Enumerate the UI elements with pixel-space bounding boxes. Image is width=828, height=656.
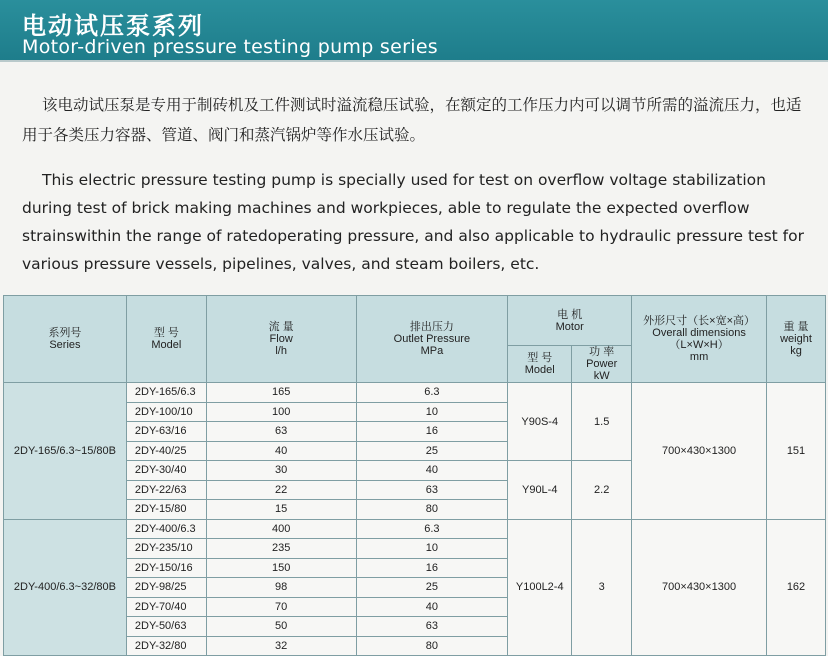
model-cell: 2DY-70/40 [126,597,206,617]
flow-cell: 400 [206,519,356,539]
model-cell: 2DY-63/16 [126,422,206,442]
header-overall-dimensions: 外形尺寸（长×宽×高） Overall dimensions （L×W×H） mm [632,296,767,383]
header-motor-model: 型 号 Model [508,346,572,383]
pressure-cell: 25 [356,441,508,461]
pressure-cell: 63 [356,480,508,500]
series-cell: 2DY-165/6.3~15/80B [4,383,127,520]
model-cell: 2DY-98/25 [126,578,206,598]
model-cell: 2DY-30/40 [126,461,206,481]
flow-cell: 235 [206,539,356,559]
pressure-cell: 6.3 [356,519,508,539]
page-title-en: Motor-driven pressure testing pump series [22,36,439,58]
pressure-cell: 16 [356,422,508,442]
flow-cell: 50 [206,617,356,637]
pressure-cell: 40 [356,597,508,617]
flow-cell: 150 [206,558,356,578]
pressure-cell: 25 [356,578,508,598]
motor-model-cell: Y90L-4 [508,461,572,520]
model-cell: 2DY-50/63 [126,617,206,637]
pressure-cell: 10 [356,539,508,559]
motor-power-cell: 2.2 [572,461,632,520]
flow-cell: 32 [206,636,356,656]
motor-model-cell: Y90S-4 [508,383,572,461]
flow-cell: 30 [206,461,356,481]
spec-table-body [4,383,826,656]
flow-cell: 70 [206,597,356,617]
pressure-cell: 80 [356,500,508,520]
pressure-cell: 80 [356,636,508,656]
dimensions-cell: 700×430×1300 [632,519,767,656]
model-cell: 2DY-400/6.3 [126,519,206,539]
weight-cell: 162 [767,519,826,656]
header-weight: 重 量 weight kg [767,296,826,383]
header-divider [0,60,828,62]
flow-cell: 98 [206,578,356,598]
motor-model-cell: Y100L2-4 [508,519,572,656]
header-outlet-pressure: 排出压力 Outlet Pressure MPa [356,296,508,383]
pressure-cell: 10 [356,402,508,422]
spec-table [3,295,826,656]
intro-paragraph-en: This electric pressure testing pump is specially used for test on overflow voltage stabilization during test of brick making machines and workpieces, able to regulate the expected overflow strainswithin the range of ratedoperating pressure, and also applicable to hydraulic pressure test for various pressure vessels, pipelines, valves, and steam boilers, etc. [22,171,804,273]
page-title-cn: 电动试压泵系列 [22,12,204,40]
header-motor-power: 功 率 Power kW [572,346,632,383]
header-series: 系列号 Series [4,296,127,383]
flow-cell: 63 [206,422,356,442]
flow-cell: 15 [206,500,356,520]
weight-cell: 151 [767,383,826,520]
header-model: 型 号 Model [126,296,206,383]
dimensions-cell: 700×430×1300 [632,383,767,520]
motor-power-cell: 3 [572,519,632,656]
header-banner [0,0,828,60]
model-cell: 2DY-100/10 [126,402,206,422]
table-row [4,383,826,403]
flow-cell: 100 [206,402,356,422]
model-cell: 2DY-22/63 [126,480,206,500]
pressure-cell: 16 [356,558,508,578]
model-cell: 2DY-15/80 [126,500,206,520]
model-cell: 2DY-165/6.3 [126,383,206,403]
flow-cell: 165 [206,383,356,403]
model-cell: 2DY-150/16 [126,558,206,578]
model-cell: 2DY-235/10 [126,539,206,559]
flow-cell: 22 [206,480,356,500]
model-cell: 2DY-32/80 [126,636,206,656]
motor-power-cell: 1.5 [572,383,632,461]
table-row [4,519,826,539]
pressure-cell: 40 [356,461,508,481]
header-motor: 电 机 Motor [508,296,632,346]
model-cell: 2DY-40/25 [126,441,206,461]
header-flow: 流 量 Flow l/h [206,296,356,383]
intro-paragraph-cn: 该电动试压泵是专用于制砖机及工件测试时溢流稳压试验，在额定的工作压力内可以调节所需的溢流压力，也适用于各类压力容器、管道、阀门和蒸汽锅炉等作水压试验。 [22,96,802,144]
pressure-cell: 63 [356,617,508,637]
pressure-cell: 6.3 [356,383,508,403]
series-cell: 2DY-400/6.3~32/80B [4,519,127,656]
flow-cell: 40 [206,441,356,461]
